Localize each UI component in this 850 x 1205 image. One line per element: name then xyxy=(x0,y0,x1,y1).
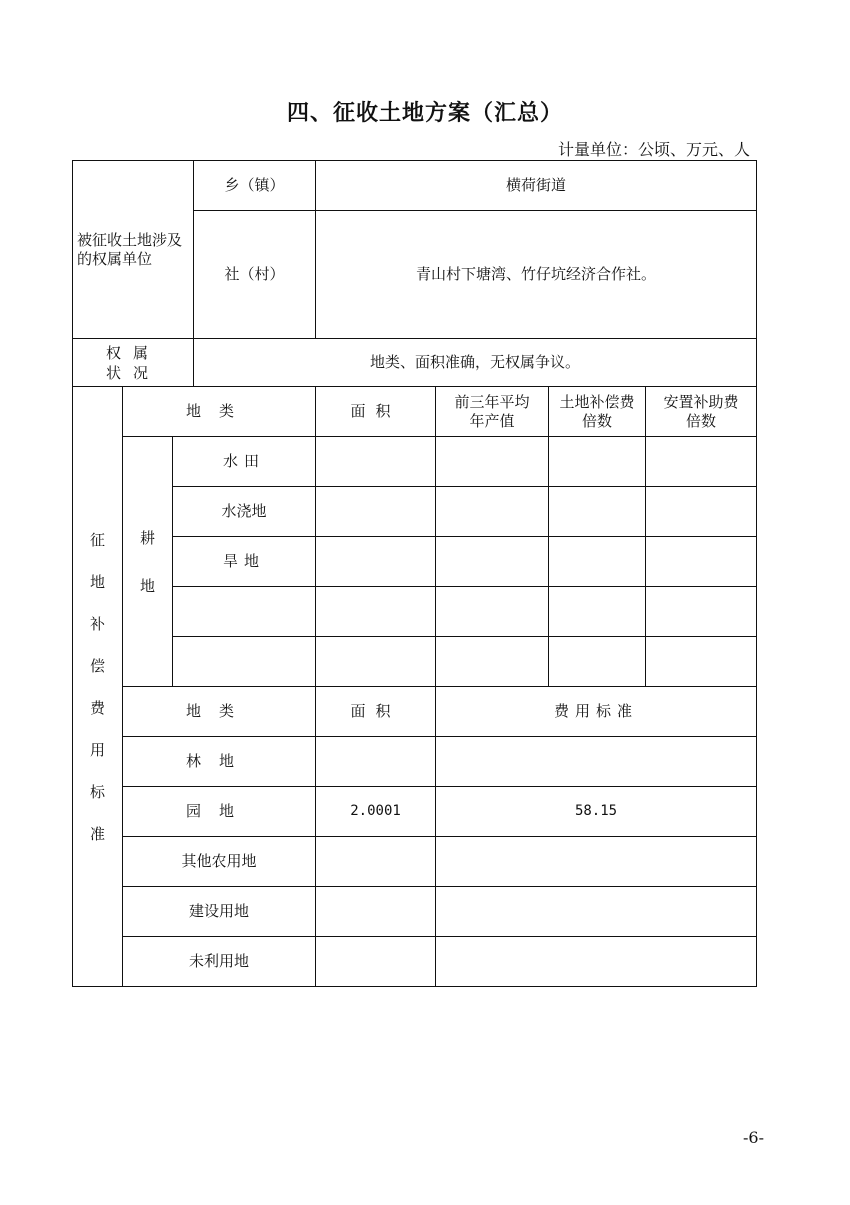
cultivated-row-output xyxy=(436,537,549,587)
cultivated-row-resettle-multiple xyxy=(646,437,757,487)
cultivated-row-area xyxy=(316,437,436,487)
land-acquisition-table xyxy=(72,160,757,987)
ownership-units-label: 被征收土地涉及的权属单位 xyxy=(73,161,194,339)
village-label: 社（村） xyxy=(194,211,316,339)
cultivated-header-area: 面积 xyxy=(316,387,436,437)
cultivated-row-output xyxy=(436,487,549,537)
other-header-area: 面积 xyxy=(316,687,436,737)
other-row-standard xyxy=(436,937,757,987)
cultivated-row-area xyxy=(316,587,436,637)
cultivated-row-output xyxy=(436,437,549,487)
other-row-standard xyxy=(436,837,757,887)
town-label: 乡（镇） xyxy=(194,161,316,211)
compensation-label: 征地补偿费用标准 xyxy=(73,387,123,987)
other-row-standard xyxy=(436,887,757,937)
cultivated-row-type xyxy=(173,587,316,637)
other-row-area xyxy=(316,837,436,887)
page-number: -6- xyxy=(743,1128,764,1147)
cultivated-label: 耕地 xyxy=(123,437,173,687)
cultivated-row-area xyxy=(316,537,436,587)
cultivated-row-resettle-multiple xyxy=(646,537,757,587)
cultivated-row-land-multiple xyxy=(549,487,646,537)
other-row-type: 建设用地 xyxy=(123,887,316,937)
village-value: 青山村下塘湾、竹仔坑经济合作社。 xyxy=(316,211,757,339)
cultivated-row-land-multiple xyxy=(549,537,646,587)
other-row-type: 林地 xyxy=(123,737,316,787)
cultivated-row-land-multiple xyxy=(549,437,646,487)
other-row-type: 其他农用地 xyxy=(123,837,316,887)
cultivated-row-type xyxy=(173,637,316,687)
cultivated-header-resettle-multiple: 安置补助费倍数 xyxy=(646,387,757,437)
ownership-status-value: 地类、面积准确，无权属争议。 xyxy=(194,339,757,387)
other-row-standard xyxy=(436,737,757,787)
unit-label: 计量单位：公顷、万元、人 xyxy=(557,140,750,159)
cultivated-header-output: 前三年平均年产值 xyxy=(436,387,549,437)
cultivated-header-land-multiple: 土地补偿费倍数 xyxy=(549,387,646,437)
cultivated-row-area xyxy=(316,637,436,687)
ownership-status-label: 权属状况 xyxy=(73,339,194,387)
other-row-type: 园地 xyxy=(123,787,316,837)
other-row-area: 2.0001 xyxy=(316,787,436,837)
other-row-area xyxy=(316,937,436,987)
cultivated-row-resettle-multiple xyxy=(646,637,757,687)
cultivated-row-type: 水浇地 xyxy=(173,487,316,537)
cultivated-row-land-multiple xyxy=(549,587,646,637)
cultivated-row-area xyxy=(316,487,436,537)
other-row-area xyxy=(316,887,436,937)
cultivated-row-output xyxy=(436,587,549,637)
cultivated-row-type: 水田 xyxy=(173,437,316,487)
other-row-type: 未利用地 xyxy=(123,937,316,987)
cultivated-header-type: 地类 xyxy=(123,387,316,437)
cultivated-row-output xyxy=(436,637,549,687)
other-header-type: 地类 xyxy=(123,687,316,737)
town-value: 横荷街道 xyxy=(316,161,757,211)
other-row-standard: 58.15 xyxy=(436,787,757,837)
cultivated-row-land-multiple xyxy=(549,637,646,687)
page-title: 四、征收土地方案（汇总） xyxy=(286,101,563,126)
other-row-area xyxy=(316,737,436,787)
other-header-standard: 费用标准 xyxy=(436,687,757,737)
cultivated-row-type: 旱地 xyxy=(173,537,316,587)
cultivated-row-resettle-multiple xyxy=(646,587,757,637)
cultivated-row-resettle-multiple xyxy=(646,487,757,537)
